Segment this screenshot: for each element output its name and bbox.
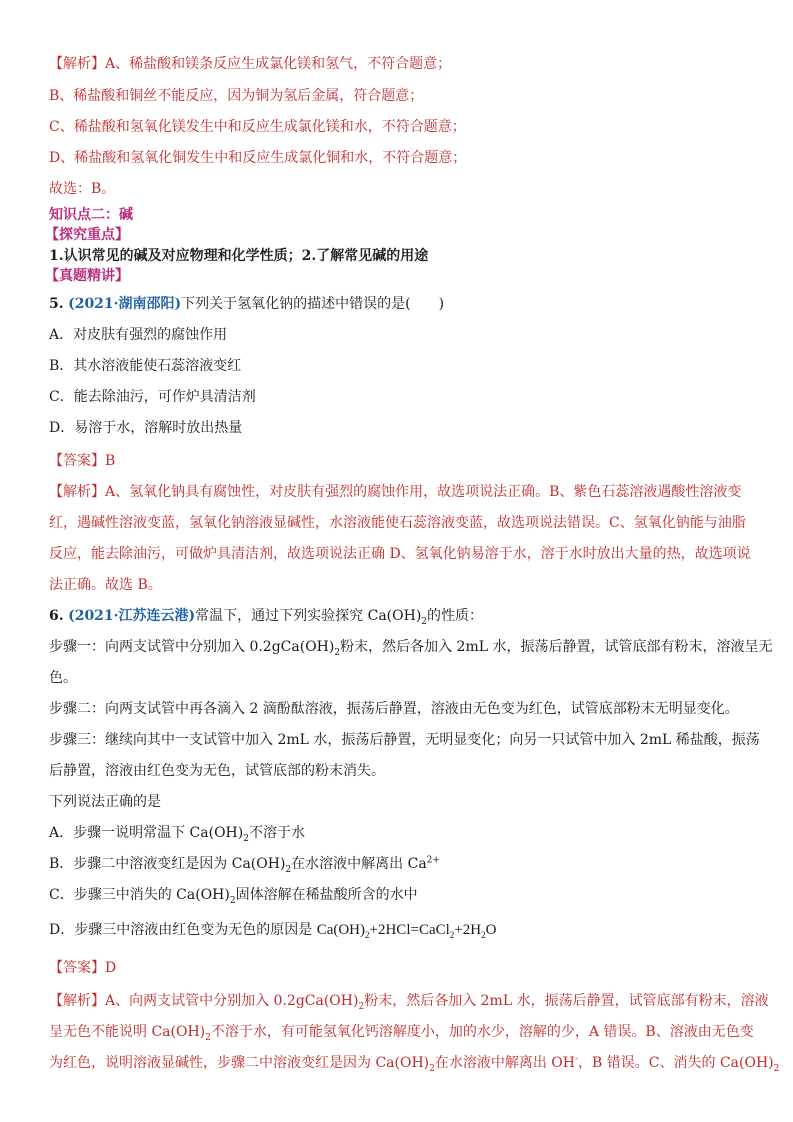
q5-analysis-3: 反应，能去除油污，可做炉具清洁剂，故选项说法正确 D、氢氧化钠易溶于水，溶于水时放出大量的热，故选项说 — [49, 546, 751, 562]
knowledge-title: 知识点二：碱 — [49, 207, 133, 223]
real-tag: 【真题精讲】 — [45, 268, 129, 284]
q5-option-a: A．对皮肤有强烈的腐蚀作用 — [49, 327, 228, 343]
q6-option-a: A．步骤一说明常温下 $Ca(OH)_2$不溶于水 — [49, 825, 305, 844]
q6-ask: 下列说法正确的是 — [49, 794, 161, 810]
q6-analysis-1: 【解析】A、向两支试管中分别加入 $0.2gCa(OH)_2$粉末，然后各加入 2mL 水，振荡后静置，试管底部有粉末，溶液 — [49, 993, 769, 1012]
q6-step1-line2: 色。 — [49, 670, 77, 686]
analysis-line-c: C、稀盐酸和氢氧化镁发生中和反应生成氯化镁和水，不符合题意； — [49, 119, 466, 135]
focus-text: 1.认识常见的碱及对应物理和化学性质；2.了解常见碱的用途 — [49, 248, 429, 264]
q6-option-b: B．步骤二中溶液变红是因为 $Ca(OH)_2$在水溶液中解离出 $Ca^{2+}$ — [49, 855, 440, 875]
q6-analysis-3: 为红色，说明溶液显碱性，步骤二中溶液变红是因为 $Ca(OH)_2$在水溶液中解离出 OH-，B 错误。C、消失的 $Ca(OH)_2$ — [49, 1054, 780, 1074]
q6-step3-line2: 后静置，溶液由红色变为无色，试管底部的粉末消失。 — [49, 763, 385, 779]
q6-step3-line1: 步骤三：继续向其中一支试管中加入 2mL 水，振荡后静置，无明显变化；向另一只试管中加入 2mL 稀盐酸，振荡 — [49, 732, 760, 748]
focus-tag: 【探究重点】 — [45, 227, 129, 243]
q6-step1-line1: 步骤一：向两支试管中分别加入 $0.2gCa(OH)_2$粉末，然后各加入 2mL 水，振荡后静置，试管底部有粉末，溶液呈无 — [49, 639, 773, 658]
q6-analysis-2: 呈无色不能说明 $Ca(OH)_2$不溶于水，有可能氢氧化钙溶解度小，加的水少，溶解的少，A 错误。B、溶液由无色变 — [49, 1024, 754, 1043]
q5-analysis-2: 红，遇碱性溶液变蓝，氢氧化钠溶液显碱性，水溶液能使石蕊溶液变蓝，故选项说法错误。C、氢氧化钠能与油脂 — [49, 515, 746, 531]
q6-option-c: C．步骤三中消失的 $Ca(OH)_2$固体溶解在稀盐酸所含的水中 — [49, 887, 418, 906]
q5-option-c: C．能去除油污，可作炉具清洁剂 — [49, 389, 256, 405]
q6-source: (2021·江苏连云港) — [68, 608, 196, 624]
q5-answer: 【答案】B — [49, 453, 116, 469]
q5-option-d: D．易溶于水，溶解时放出热量 — [49, 420, 243, 436]
analysis-line-d: D、稀盐酸和氢氧化铜发生中和反应生成氯化铜和水，不符合题意； — [49, 150, 467, 166]
q6-equation: $Ca(OH)_2+2HCl=CaCl_2+2H_2O$ — [316, 922, 497, 940]
q5-analysis-4: 法正确。故选 B。 — [49, 577, 162, 593]
q5-stem: 5. (2021·湖南邵阳)下列关于氢氧化钠的描述中错误的是( ) — [49, 296, 445, 312]
q6-option-d: D．步骤三中溶液由红色变为无色的原因是 $Ca(OH)_2+2HCl=CaCl_2+2H_2O$ — [49, 922, 497, 940]
q5-analysis-1: 【解析】A、氢氧化钠具有腐蚀性，对皮肤有强烈的腐蚀作用，故选项说法正确。B、紫色石蕊溶液遇酸性溶液变 — [49, 484, 742, 500]
choose-line: 故选：B。 — [49, 181, 116, 197]
q6-answer: 【答案】D — [49, 960, 117, 976]
analysis-line-b: B、稀盐酸和铜丝不能反应，因为铜为氢后金属，符合题意； — [49, 88, 424, 104]
q6-stem: 6. (2021·江苏连云港)常温下，通过下列实验探究 $Ca(OH)_2$的性质： — [49, 608, 484, 627]
q5-source: (2021·湖南邵阳) — [68, 296, 182, 312]
analysis-tag: 【解析】 — [49, 56, 105, 72]
analysis-line-a: 【解析】A、稀盐酸和镁条反应生成氯化镁和氢气，不符合题意； — [49, 56, 452, 72]
q5-option-b: B．其水溶液能使石蕊溶液变红 — [49, 358, 242, 374]
q6-step2: 步骤二：向两支试管中再各滴入 2 滴酚酞溶液，振荡后静置，溶液由无色变为红色，试管底部粉末无明显变化。 — [49, 701, 739, 717]
